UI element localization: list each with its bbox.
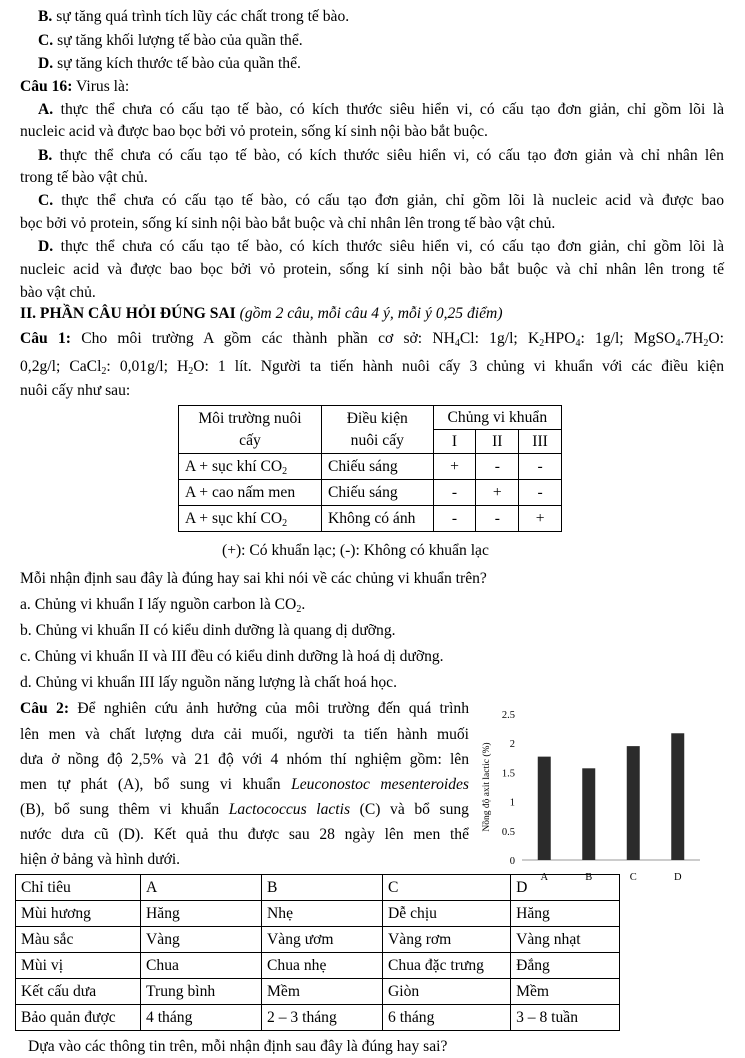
row-value: + (433, 454, 476, 480)
q16-option-d-line1: D. thực thể chưa có cấu tạo tế bào, có kích thước siêu hiển vi, có cấu tạo đơn giản, chỉ gồm lõi là (38, 238, 724, 255)
table-cell: Chua nhẹ (262, 953, 383, 979)
q2-line7: hiện ở bảng và hình dưới. (20, 851, 181, 868)
table-cell: Màu sắc (16, 927, 141, 953)
row-condition: Không có ánh (321, 506, 433, 532)
table-row (16, 901, 620, 927)
q1-line1: Câu 1: Cho môi trường A gồm các thành phần cơ sở: $NH_4Cl$: 1g/l; $K_2HPO_4$: 1g/l; $MgSO_4.7H_2O$: (20, 330, 725, 349)
q2-line4: men tự phát (A), bổ sung vi khuẩn Leuconostoc mesenteroides (20, 776, 469, 793)
table-cell: Vàng rơm (383, 927, 511, 953)
row-environment: A + cao nấm men (179, 480, 322, 506)
q1-statement-a: a. Chủng vi khuẩn I lấy nguồn carbon là $CO_2$. (20, 596, 306, 615)
q1-statement-d: d. Chủng vi khuẩn III lấy nguồn năng lượng là chất hoá học. (20, 674, 398, 691)
header-environment: Môi trường nuôi cấy (179, 406, 322, 454)
row-value: - (519, 480, 562, 506)
y-tick-label: 0.5 (501, 826, 515, 838)
y-tick-label: 2 (509, 739, 515, 751)
q2-line5: (B), bổ sung thêm vi khuẩn Lactococcus lactis (C) và bổ sung (20, 801, 469, 818)
table-row (16, 1005, 620, 1031)
row-value: - (433, 506, 476, 532)
q1-line2: 0,2g/l; CaCl$_2$: 0,01g/l; $H_2O$: 1 lít. Người ta tiến hành nuôi cấy 3 chủng vi khuẩn với các điều kiện (20, 358, 724, 377)
table-cell: Vàng (141, 927, 262, 953)
table-cell: 3 – 8 tuần (511, 1005, 620, 1031)
header-strain-2: II (476, 430, 519, 454)
table-cell: Chua (141, 953, 262, 979)
header-cell: A (141, 875, 262, 901)
table-legend: (+): Có khuẩn lạc; (-): Không có khuẩn lạc (222, 542, 489, 559)
y-tick-label: 1 (509, 797, 515, 809)
row-value: - (433, 480, 476, 506)
row-environment: A + sục khí $CO_2$ (179, 506, 322, 532)
bar-D (671, 733, 684, 860)
table-cell: Vàng ươm (262, 927, 383, 953)
bar-C (627, 746, 640, 860)
x-tick-label: A (540, 872, 549, 880)
table-cell: Đắng (511, 953, 620, 979)
q1-line3: nuôi cấy như sau: (20, 382, 131, 399)
option-b-line: B. sự tăng quá trình tích lũy các chất trong tế bào. (38, 8, 350, 25)
table-cell: Mùi hương (16, 901, 141, 927)
table-cell: Giòn (383, 979, 511, 1005)
header-cell: B (262, 875, 383, 901)
q1-statement-b: b. Chủng vi khuẩn II có kiểu dinh dưỡng là quang dị dưỡng. (20, 622, 396, 639)
chart-svg (478, 700, 710, 880)
table-cell: Mềm (262, 979, 383, 1005)
table-row (16, 953, 620, 979)
row-value: + (519, 506, 562, 532)
header-strains: Chủng vi khuẩn (433, 406, 561, 430)
q1-prompt: Mỗi nhận định sau đây là đúng hay sai khi nói về các chủng vi khuẩn trên? (20, 570, 487, 587)
x-tick-label: B (585, 872, 593, 880)
pickle-quality-table (15, 874, 620, 1031)
table-cell: Chua đặc trưng (383, 953, 511, 979)
row-value: + (476, 480, 519, 506)
row-value: - (519, 454, 562, 480)
table-cell: 6 tháng (383, 1005, 511, 1031)
table-cell: Mùi vị (16, 953, 141, 979)
header-cell: Chỉ tiêu (16, 875, 141, 901)
table-row (16, 979, 620, 1005)
q16-option-b-line2: trong tế bào vật chủ. (20, 169, 148, 186)
row-value: - (476, 506, 519, 532)
y-axis-label: Nồng độ axit lactic (%) (482, 742, 492, 832)
lactic-acid-chart (478, 700, 710, 880)
table-row (16, 927, 620, 953)
bar-B (582, 768, 595, 860)
table-cell: 2 – 3 tháng (262, 1005, 383, 1031)
q16-option-c-line1: C. thực thể chưa có cấu tạo tế bào, có cấu tạo đơn giản, chỉ gồm lõi là nucleic acid và được bao (38, 192, 724, 209)
q16-stem: Câu 16: Virus là: (20, 78, 130, 95)
table-cell: Kết cấu dưa (16, 979, 141, 1005)
y-tick-label: 1.5 (501, 768, 515, 780)
q16-option-a-line2: nucleic acid và được bao bọc bởi vỏ protein, sống kí sinh nội bào bắt buộc. (20, 123, 488, 140)
q2-line2: lên men và chất lượng dưa cải muối, người ta tiến hành muối (20, 726, 469, 743)
q16-option-b-line1: B. thực thể chưa có cấu tạo tế bào, có kích thước siêu hiển vi, có cấu tạo đơn giản và chỉ nhân lên (38, 147, 724, 164)
option-d-line: D. sự tăng kích thước tế bào của quần thể. (38, 55, 301, 72)
q2-line1: Câu 2: Để nghiên cứu ảnh hưởng của môi trường đến quá trình (20, 700, 469, 717)
q16-option-c-line2: bọc bởi vỏ protein, sống kí sinh nội bào bắt buộc và chỉ nhân lên trong tế bào vật chủ. (20, 215, 556, 232)
culture-conditions-table (178, 405, 562, 532)
row-environment: A + sục khí $CO_2$ (179, 454, 322, 480)
table-cell: Bảo quản được (16, 1005, 141, 1031)
q16-option-d-line3: bào vật chủ. (20, 284, 96, 301)
bar-A (538, 757, 551, 860)
table-cell: Hăng (141, 901, 262, 927)
y-tick-label: 2.5 (501, 710, 515, 721)
table-header-row (16, 875, 620, 901)
option-c-line: C. sự tăng khối lượng tế bào của quần thể. (38, 32, 303, 49)
header-condition: Điều kiện nuôi cấy (321, 406, 433, 454)
q2-line3: dưa ở nồng độ 2,5% và 21 độ với 4 nhóm thí nghiệm gồm: lên (20, 751, 469, 768)
header-cell: C (383, 875, 511, 901)
section-title: II. PHẦN CÂU HỎI ĐÚNG SAI (gồm 2 câu, mỗi câu 4 ý, mỗi ý 0,25 điểm) (20, 305, 503, 322)
table-cell: Mềm (511, 979, 620, 1005)
header-cell: D (511, 875, 620, 901)
table-cell: Hăng (511, 901, 620, 927)
table-row (179, 454, 562, 480)
table-cell: 4 tháng (141, 1005, 262, 1031)
x-tick-label: C (629, 872, 637, 880)
q2-line6: nước dưa cũ (D). Kết quả thu được sau 28 ngày lên men thể (20, 826, 469, 843)
table-cell: Trung bình (141, 979, 262, 1005)
header-strain-1: I (433, 430, 476, 454)
q2-footer: Dựa vào các thông tin trên, mỗi nhận định sau đây là đúng hay sai? (28, 1038, 448, 1055)
row-condition: Chiếu sáng (321, 480, 433, 506)
q16-option-a-line1: A. thực thể chưa có cấu tạo tế bào, có kích thước siêu hiển vi, có cấu tạo đơn giản, chỉ gồm lõi là (38, 101, 724, 118)
header-strain-3: III (519, 430, 562, 454)
x-tick-label: D (673, 872, 682, 880)
y-tick-label: 0 (509, 856, 515, 867)
table-cell: Dễ chịu (383, 901, 511, 927)
q16-option-d-line2: nucleic acid và được bao bọc bởi vỏ protein, sống kí sinh nội bào bắt buộc và chỉ nhân lên trong tế (20, 261, 724, 278)
row-value: - (476, 454, 519, 480)
q1-statement-c: c. Chủng vi khuẩn II và III đều có kiểu dinh dưỡng là hoá dị dưỡng. (20, 648, 444, 665)
table-row (179, 506, 562, 532)
row-condition: Chiếu sáng (321, 454, 433, 480)
table-cell: Vàng nhạt (511, 927, 620, 953)
table-cell: Nhẹ (262, 901, 383, 927)
table-row (179, 480, 562, 506)
